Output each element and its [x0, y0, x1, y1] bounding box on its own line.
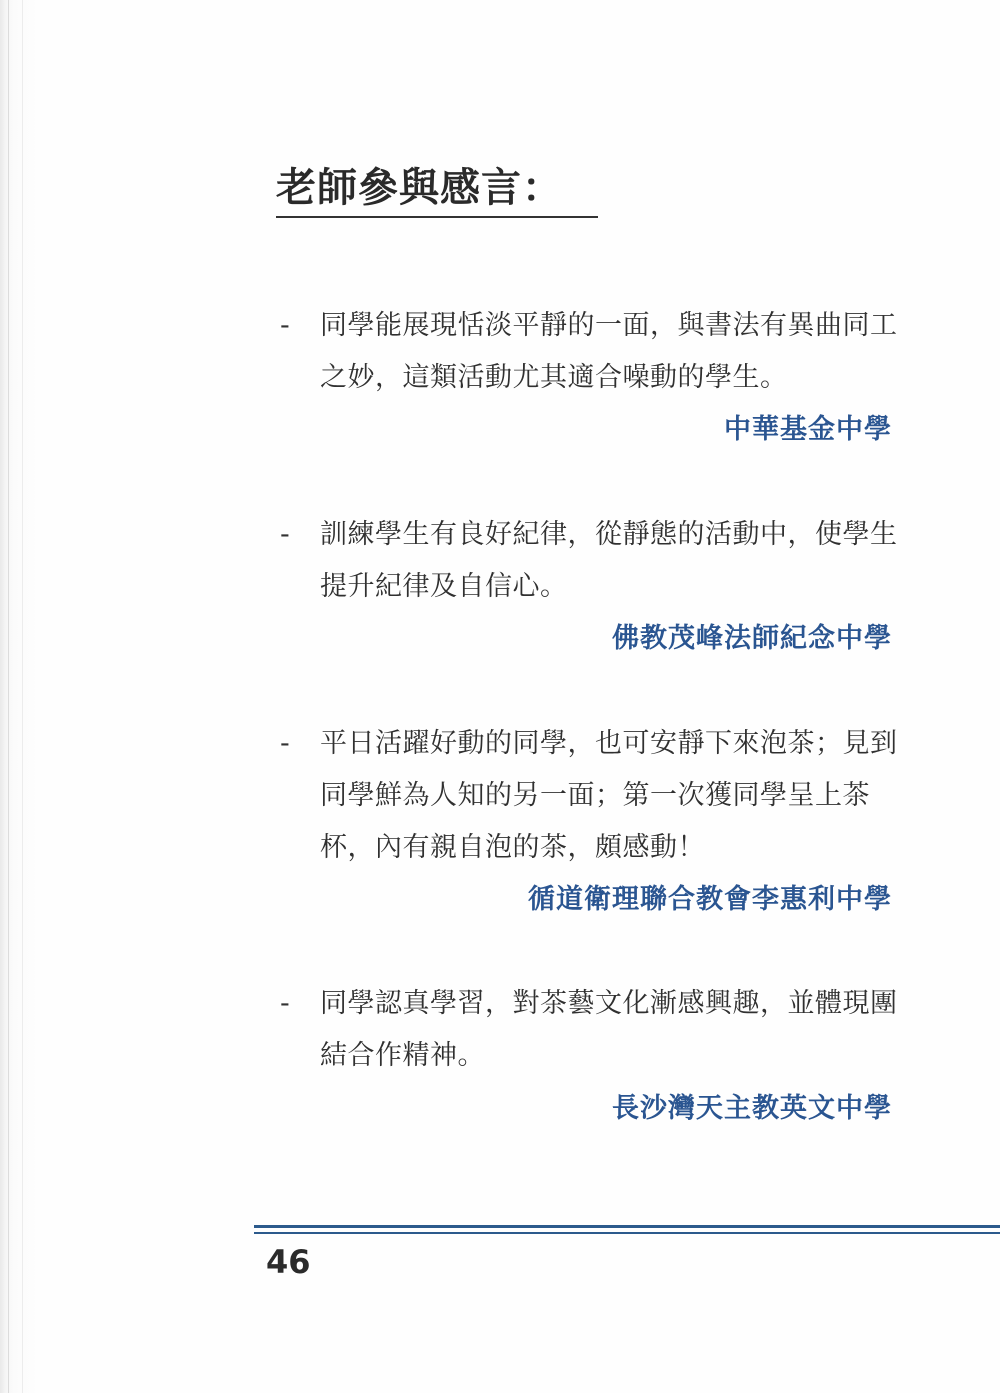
list-dash: -: [280, 988, 290, 1019]
scan-binding-edge: [0, 0, 40, 1393]
comment-entry: [276, 978, 896, 1128]
school-name: 長沙灣天主教英文中學: [612, 1093, 892, 1124]
page-title: 老師參與感言：: [276, 160, 598, 218]
page-number: 46: [266, 1243, 311, 1281]
school-name: 佛教茂峰法師紀念中學: [612, 623, 892, 654]
list-dash: -: [280, 519, 290, 550]
scan-binding-line: [8, 0, 9, 1393]
school-name: 循道衛理聯合教會李惠利中學: [528, 884, 892, 915]
comment-entry: [276, 509, 896, 659]
teacher-comment: 訓練學生有良好紀律，從靜態的活動中，使學生提升紀律及自信心。: [320, 519, 898, 602]
scan-binding-line: [22, 0, 23, 1393]
comment-entry: [276, 300, 896, 450]
comment-entry: [276, 718, 896, 923]
school-name: 中華基金中學: [724, 414, 892, 445]
teacher-comment: 平日活躍好動的同學，也可安靜下來泡茶；見到同學鮮為人知的另一面；第一次獲同學呈上茶杯，內有親自泡的茶，頗感動！: [320, 728, 898, 863]
list-dash: -: [280, 310, 290, 341]
teacher-comment: 同學能展現恬淡平靜的一面，與書法有異曲同工之妙，這類活動尤其適合噪動的學生。: [320, 310, 898, 393]
teacher-comment: 同學認真學習，對茶藝文化漸感興趣，並體現團結合作精神。: [320, 988, 898, 1071]
list-dash: -: [280, 728, 290, 759]
footer-rule: [254, 1225, 1000, 1234]
